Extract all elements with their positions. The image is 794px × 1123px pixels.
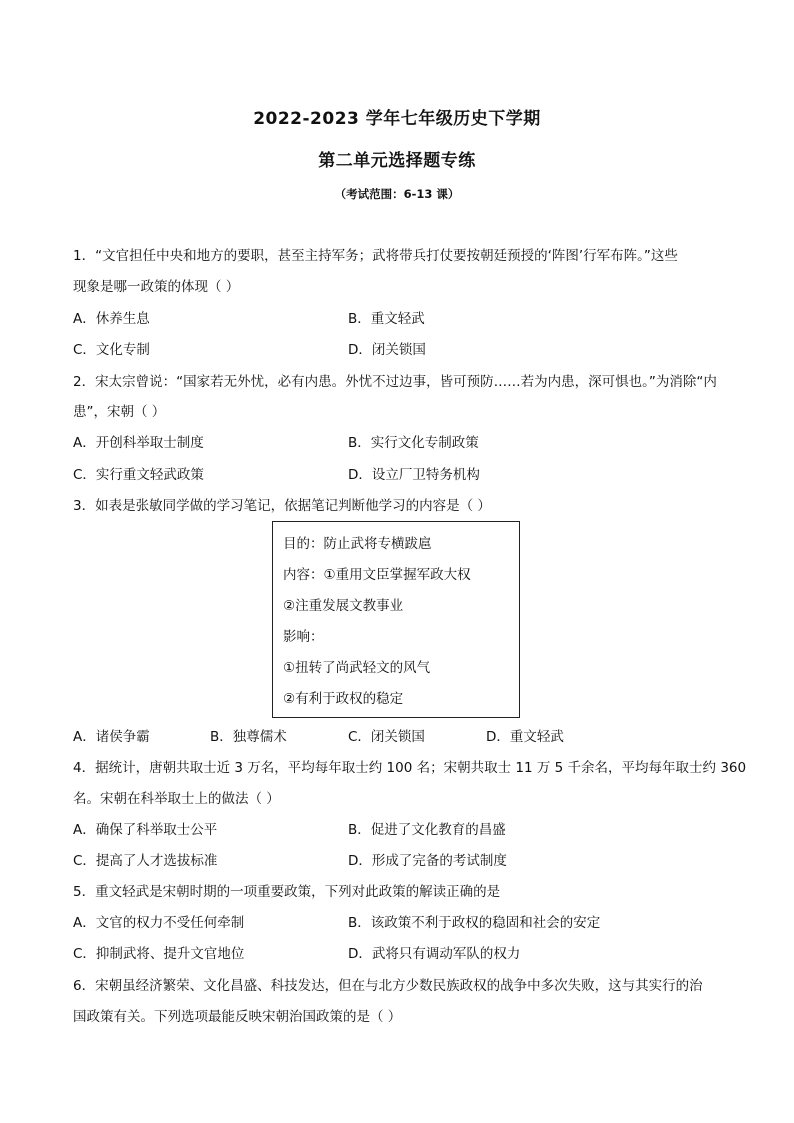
study-note-box [272, 521, 520, 718]
question-1-stem-line-2: 现象是哪一政策的体现（ ） [73, 279, 240, 295]
question-1-option-a[interactable]: A．休养生息 [73, 311, 150, 327]
question-4-option-c[interactable]: C．提高了人才选拔标准 [73, 853, 218, 869]
unit-title: 第二单元选择题专练 [318, 151, 476, 171]
question-2-option-a[interactable]: A．开创科举取士制度 [73, 435, 204, 451]
note-line-impact-label: 影响： [283, 629, 324, 645]
note-line-purpose: 目的：防止武将专横跋扈 [283, 536, 432, 552]
question-3-option-c[interactable]: C．闭关锁国 [348, 729, 425, 745]
question-4-option-b[interactable]: B．促进了文化教育的昌盛 [348, 822, 506, 838]
question-5-option-c[interactable]: C．抑制武将、提升文官地位 [73, 946, 245, 962]
note-line-impact-1: ①扭转了尚武轻文的风气 [283, 660, 431, 676]
exam-scope: （考试范围：6-13 课） [334, 187, 460, 201]
question-4-option-a[interactable]: A．确保了科举取士公平 [73, 822, 218, 838]
question-5-option-b[interactable]: B．该政策不利于政权的稳固和社会的安定 [348, 915, 601, 931]
question-4-stem-line-2: 名。宋朝在科举取士上的做法（ ） [73, 791, 280, 807]
question-4-option-d[interactable]: D．形成了完备的考试制度 [348, 853, 507, 869]
note-line-content-2: ②注重发展文教事业 [283, 598, 404, 614]
question-5-option-d[interactable]: D．武将只有调动军队的权力 [348, 946, 521, 962]
question-3-option-b[interactable]: B．独尊儒术 [210, 729, 287, 745]
question-3-option-a[interactable]: A．诸侯争霸 [73, 729, 150, 745]
question-6-stem-line-2: 国政策有关。下列选项最能反映宋朝治国政策的是（ ） [73, 1009, 402, 1025]
question-1-option-c[interactable]: C．文化专制 [73, 342, 150, 358]
page-title: 2022-2023 学年七年级历史下学期 [253, 109, 541, 129]
question-4-stem-line-1: 4．据统计，唐朝共取士近 3 万名，平均每年取士约 100 名；宋朝共取士 11 万 5 千余名，平均每年取士约 360 [73, 760, 747, 776]
question-2-option-d[interactable]: D．设立厂卫特务机构 [348, 467, 480, 483]
question-5-option-a[interactable]: A．文官的权力不受任何牵制 [73, 915, 245, 931]
question-1-option-b[interactable]: B．重文轻武 [348, 311, 425, 327]
question-1-stem-line-1: 1．“文官担任中央和地方的要职，甚至主持军务；武将带兵打仗要按朝廷预授的‘阵图’行军布阵。”这些 [73, 248, 678, 264]
question-2-stem-line-2: 患”，宋朝（ ） [73, 404, 166, 420]
question-1-option-d[interactable]: D．闭关锁国 [348, 342, 426, 358]
question-6-stem-line-1: 6．宋朝虽经济繁荣、文化昌盛、科技发达，但在与北方少数民族政权的战争中多次失败，这与其实行的治 [73, 978, 703, 994]
question-2-option-c[interactable]: C．实行重文轻武政策 [73, 467, 204, 483]
note-line-content-1: 内容：①重用文臣掌握军政大权 [283, 567, 471, 583]
question-3-stem-line-1: 3．如表是张敏同学做的学习笔记，依据笔记判断他学习的内容是（ ） [73, 498, 491, 514]
question-2-option-b[interactable]: B．实行文化专制政策 [348, 435, 479, 451]
question-2-stem-line-1: 2．宋太宗曾说：“国家若无外忧，必有内患。外忧不过边事，皆可预防……若为内患，深可惧也。”为消除“内 [73, 374, 717, 390]
question-5-stem-line-1: 5．重文轻武是宋朝时期的一项重要政策，下列对此政策的解读正确的是 [73, 884, 501, 900]
question-3-option-d[interactable]: D．重文轻武 [486, 729, 564, 745]
note-line-impact-2: ②有利于政权的稳定 [283, 691, 404, 707]
